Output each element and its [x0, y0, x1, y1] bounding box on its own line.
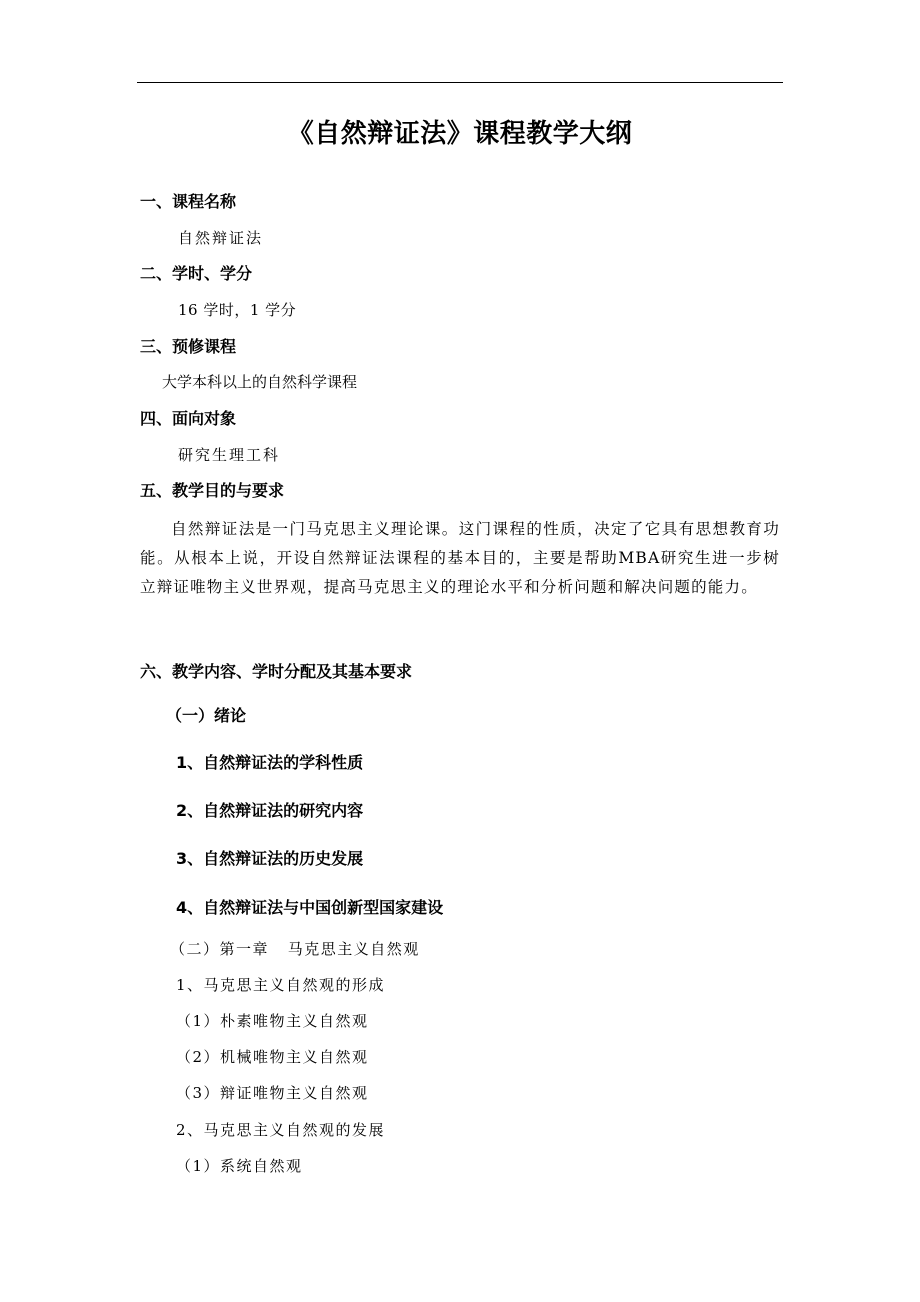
chapter1-section1-item: （2）机械唯物主义自然观: [176, 1048, 369, 1066]
section-heading-hours-credits: 二、学时、学分: [140, 264, 253, 283]
chapter1-section1-item: （1）朴素唯物主义自然观: [176, 1012, 369, 1030]
section-heading-objectives: 五、教学目的与要求: [140, 481, 285, 500]
intro-heading: （一）绪论: [166, 706, 247, 725]
objectives-paragraph: 自然辩证法是一门马克思主义理论课。这门课程的性质，决定了它具有思想教育功能。从根本上说，开设自然辩证法课程的基本目的，主要是帮助MBA研究生进一步树立辩证唯物主义世界观，提高马克思主义的理论水平和分析问题和解决问题的能力。: [140, 520, 780, 596]
section-content-prerequisites: 大学本科以上的自然科学课程: [162, 373, 358, 391]
section-content-audience: 研究生理工科: [178, 446, 281, 464]
section-heading-audience: 四、面向对象: [140, 409, 237, 428]
document-title: 《自然辩证法》课程教学大纲: [287, 119, 633, 149]
intro-item: 2、自然辩证法的研究内容: [176, 801, 364, 820]
intro-item: 3、自然辩证法的历史发展: [176, 849, 364, 868]
top-rule: [137, 82, 783, 83]
chapter1-heading: （二）第一章 马克思主义自然观: [170, 940, 420, 958]
section-heading-course-name: 一、课程名称: [140, 192, 237, 211]
section-content-hours-credits: 16 学时，1 学分: [178, 301, 297, 319]
chapter1-section2-heading: 2、马克思主义自然观的发展: [176, 1121, 386, 1139]
chapter1-section1-heading: 1、马克思主义自然观的形成: [176, 976, 386, 994]
chapter1-section1-item: （3）辩证唯物主义自然观: [176, 1084, 369, 1102]
section-content-course-name: 自然辩证法: [178, 229, 264, 247]
chapter1-section2-item: （1）系统自然观: [176, 1157, 303, 1175]
section-heading-content: 六、教学内容、学时分配及其基本要求: [140, 662, 413, 681]
section-heading-prerequisites: 三、预修课程: [140, 337, 237, 356]
intro-item: 4、自然辩证法与中国创新型国家建设: [176, 898, 444, 917]
intro-item: 1、自然辩证法的学科性质: [176, 753, 364, 772]
